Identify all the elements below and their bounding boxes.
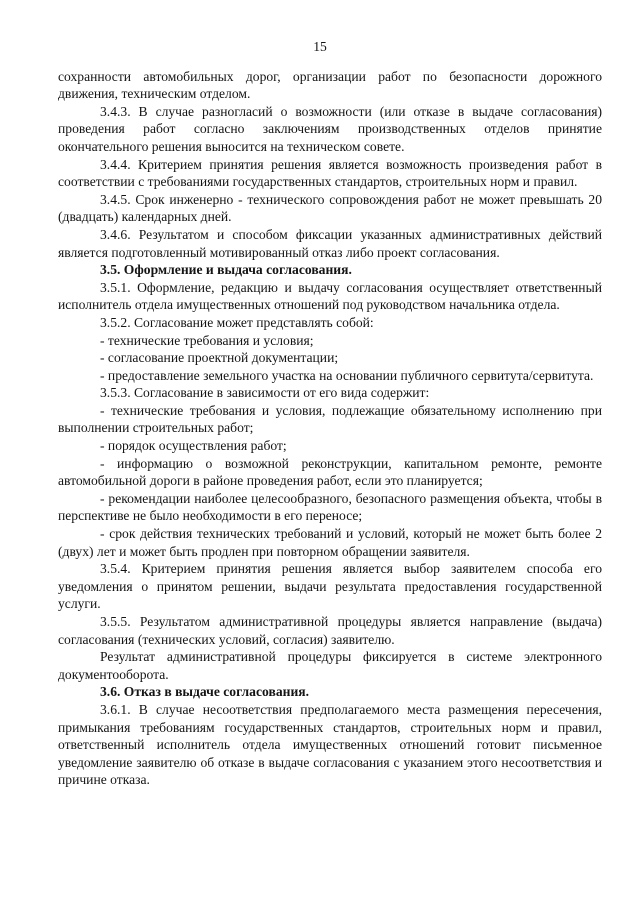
paragraph-continuation: сохранности автомобильных дорог, организации работ по безопасности дорожного движения, техническим отделом. — [58, 68, 602, 102]
list-item: - технические требования и условия, подлежащие обязательному исполнению при выполнении строительных работ; — [58, 402, 602, 436]
paragraph-3-4-5: 3.4.5. Срок инженерно - технического сопровождения работ не может превышать 20 (двадцать) календарных дней. — [58, 191, 602, 225]
paragraph-3-5-1: 3.5.1. Оформление, редакцию и выдачу согласования осуществляет ответственный исполнитель отдела имущественных отношений под руководством начальника отдела. — [58, 279, 602, 313]
list-item: - срок действия технических требований и условий, который не может быть более 2 (двух) лет и может быть продлен при повторном обращении заявителя. — [58, 526, 602, 559]
list-item: - рекомендации наиболее целесообразного, безопасного размещения объекта, чтобы в перспективе не было необходимости в его переносе; — [58, 490, 602, 524]
paragraph-result: Результат административной процедуры фиксируется в системе электронного документооборота. — [58, 649, 602, 682]
list-item: - согласование проектной документации; — [100, 350, 339, 366]
paragraph-3-4-6: 3.4.6. Результатом и способом фиксации указанных административных действий является подготовленный мотивированный отказ либо проект согласования. — [58, 226, 602, 260]
paragraph-3-5-5: 3.5.5. Результатом административной процедуры является направление (выдача) согласования (технических условий, согласия) заявителю. — [58, 614, 602, 647]
list-item: - технические требования и условия; — [100, 332, 314, 348]
list-item: - предоставление земельного участка на основании публичного сервитута/сервитута. — [100, 367, 594, 383]
paragraph-3-5-2: 3.5.2. Согласование может представлять собой: — [100, 314, 374, 330]
paragraph-3-6-1: 3.6.1. В случае несоответствия предполагаемого места размещения пересечения, примыкания требованиям государственных стандартов, строительных норм и правил, ответственный исполнитель отдела имущественных отношений готовит письменное уведомление заявителю об отказе в выдаче согласования с указанием этого несоответствия и причине отказа. — [58, 701, 602, 788]
paragraph-3-4-4: 3.4.4. Критерием принятия решения является возможность произведения работ в соответствии с требованиями государственных стандартов, строительных норм и правил. — [58, 156, 602, 190]
section-heading-3-6: 3.6. Отказ в выдаче согласования. — [100, 684, 310, 700]
paragraph-3-5-4: 3.5.4. Критерием принятия решения является выбор заявителем способа его уведомления о принятом решении, выдачи результата предоставления государственной услуги. — [58, 561, 602, 612]
list-item: - порядок осуществления работ; — [100, 438, 287, 454]
paragraph-3-5-3: 3.5.3. Согласование в зависимости от его вида содержит: — [100, 385, 430, 401]
list-item: - информацию о возможной реконструкции, капитальном ремонте, ремонте автомобильной дороги в районе проведения работ, если это планируется; — [58, 455, 602, 489]
paragraph-3-4-3: 3.4.3. В случае разногласий о возможности (или отказе в выдаче согласования) проведения работ согласно заключениям производственных отделов принятие окончательного решения выносится на техническом совете. — [58, 103, 602, 154]
section-heading-3-5: 3.5. Оформление и выдача согласования. — [100, 262, 352, 278]
page-number: 15 — [313, 39, 327, 54]
